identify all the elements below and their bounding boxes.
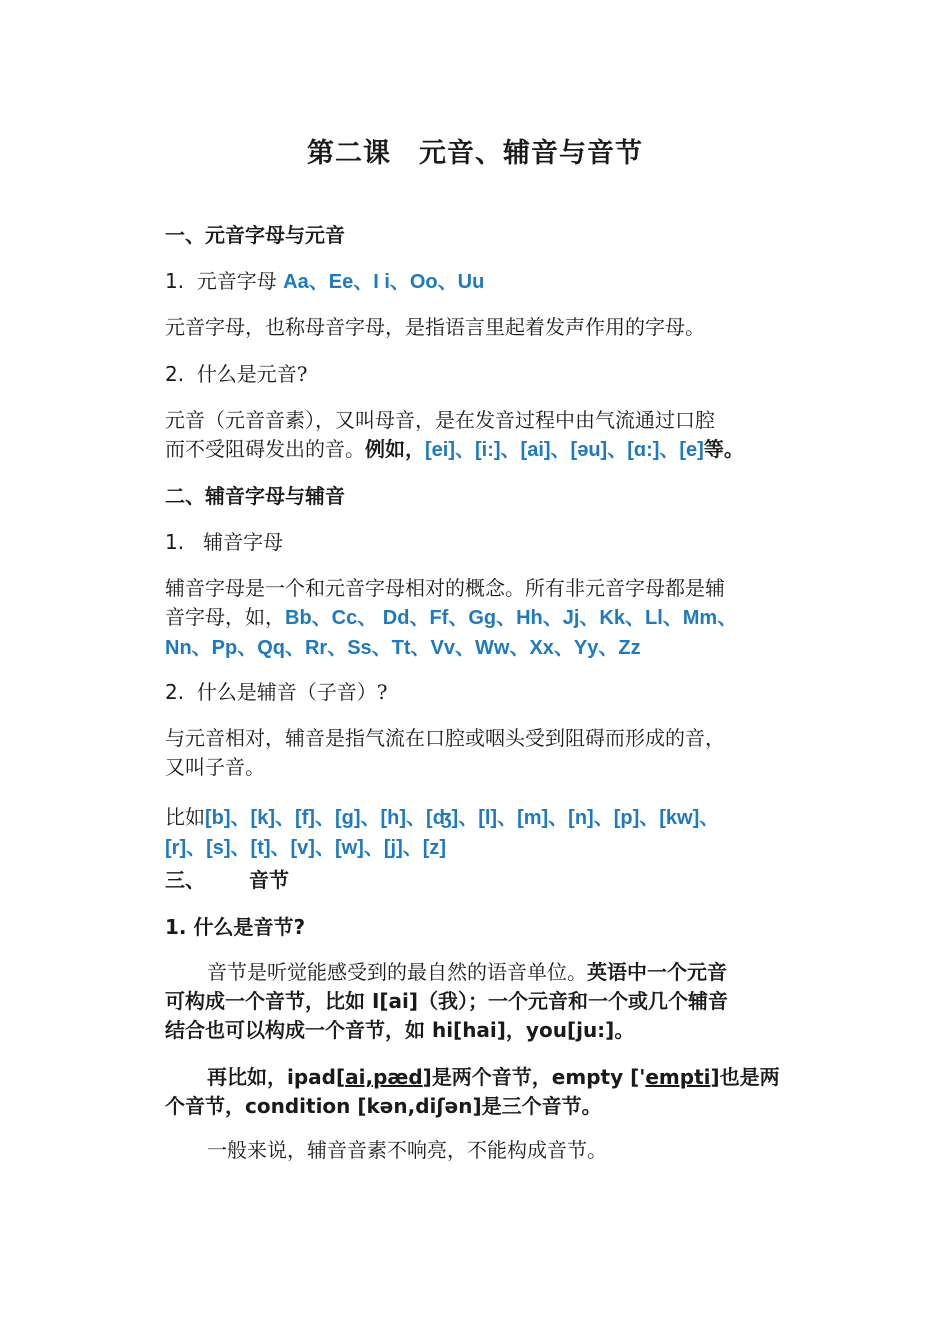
item-label: 辅音字母 xyxy=(203,530,284,554)
consonant-examples-line-2: [r]、[s]、[t]、[v]、[w]、[j]、[z] xyxy=(165,837,447,859)
section-2-paragraph-2 xyxy=(165,724,815,782)
paragraph-text: ]是两个音节，empty [' xyxy=(422,1065,646,1089)
section-3-paragraph-1 xyxy=(165,958,815,1045)
consonant-letters-line-2: Nn、Pp、Qq、Rr、Ss、Tt、Vv、Ww、Xx、Yy、Zz xyxy=(165,637,641,659)
section-3-heading xyxy=(165,866,815,895)
paragraph-text: 音字母，如， xyxy=(165,605,285,629)
item-number: 2. xyxy=(165,362,185,386)
item-number: 1. xyxy=(165,269,185,293)
section-2-item-1 xyxy=(165,528,815,557)
consonant-examples-line-1: [b]、[k]、[f]、[g]、[h]、[ʤ]、[l]、[m]、[n]、[p]、[kw]、 xyxy=(205,807,720,829)
paragraph-line: 辅音字母是一个和元音字母相对的概念。所有非元音字母都是辅 xyxy=(165,576,725,600)
vowel-examples: [ei]、[i:]、[ai]、[əu]、[ɑ:]、[e] xyxy=(425,439,704,461)
paragraph-bold-line: 结合也可以构成一个音节，如 hi[hai]，you[ju:]。 xyxy=(165,1018,635,1042)
paragraph-text: 再比如，ipad[ xyxy=(207,1065,346,1089)
paragraph-line: 元音（元音音素），又叫母音，是在发音过程中由气流通过口腔 xyxy=(165,408,715,432)
section-1-paragraph-2 xyxy=(165,406,815,465)
example-end: 等。 xyxy=(703,437,744,461)
section-3-paragraph-3 xyxy=(165,1136,815,1165)
paragraph-text: 而不受阻碍发出的音。 xyxy=(165,437,365,461)
underlined-phonetic: ai,pæd xyxy=(345,1065,423,1089)
item-label: 什么是元音? xyxy=(196,362,308,386)
underlined-phonetic: empti xyxy=(645,1065,711,1089)
paragraph-text: 音节是听觉能感受到的最自然的语音单位。 xyxy=(207,960,587,984)
vowel-letters: Aa、Ee、I i、Oo、Uu xyxy=(283,271,485,293)
section-1-heading: 一、元音字母与元音 xyxy=(165,223,345,247)
paragraph-text: 比如 xyxy=(165,805,205,829)
heading-number: 三、 xyxy=(165,868,205,892)
section-3-paragraph-2 xyxy=(165,1063,815,1121)
section-2-paragraph-1 xyxy=(165,574,815,663)
consonant-letters-line-1: Bb、Cc、 Dd、Ff、Gg、Hh、Jj、Kk、Ll、Mm、 xyxy=(285,607,738,629)
item-number: 2. xyxy=(165,680,185,704)
paragraph-text: 一般来说，辅音音素不响亮，不能构成音节。 xyxy=(207,1138,607,1162)
paragraph-bold-line: 可构成一个音节，比如 I[ai]（我）；一个元音和一个或几个辅音 xyxy=(165,989,729,1013)
paragraph-line: 个音节，condition [kən,diʃən]是三个音节。 xyxy=(165,1094,602,1118)
section-2-heading: 二、辅音字母与辅音 xyxy=(165,484,345,508)
paragraph-text: ]也是两 xyxy=(710,1065,780,1089)
section-2-paragraph-3 xyxy=(165,803,815,863)
item-number: 1. xyxy=(165,530,185,554)
paragraph-line: 与元音相对，辅音是指气流在口腔或咽头受到阻碍而形成的音， xyxy=(165,726,725,750)
section-1-item-2 xyxy=(165,360,815,389)
page-title: 第二课 元音、辅音与音节 xyxy=(307,138,643,169)
item-label: 什么是辅音（子音）? xyxy=(196,680,388,704)
paragraph-line: 又叫子音。 xyxy=(165,755,265,779)
paragraph-bold: 英语中一个元音 xyxy=(587,960,727,984)
section-2-item-2 xyxy=(165,678,815,707)
section-1-item-1 xyxy=(165,267,815,297)
item-label: 元音字母 xyxy=(196,269,277,293)
heading-text: 音节 xyxy=(249,868,289,892)
section-3-item-1: 1. 什么是音节? xyxy=(165,915,306,939)
section-1-paragraph-1: 元音字母，也称母音字母，是指语言里起着发声作用的字母。 xyxy=(165,315,705,339)
example-lead: 例如， xyxy=(365,437,425,461)
